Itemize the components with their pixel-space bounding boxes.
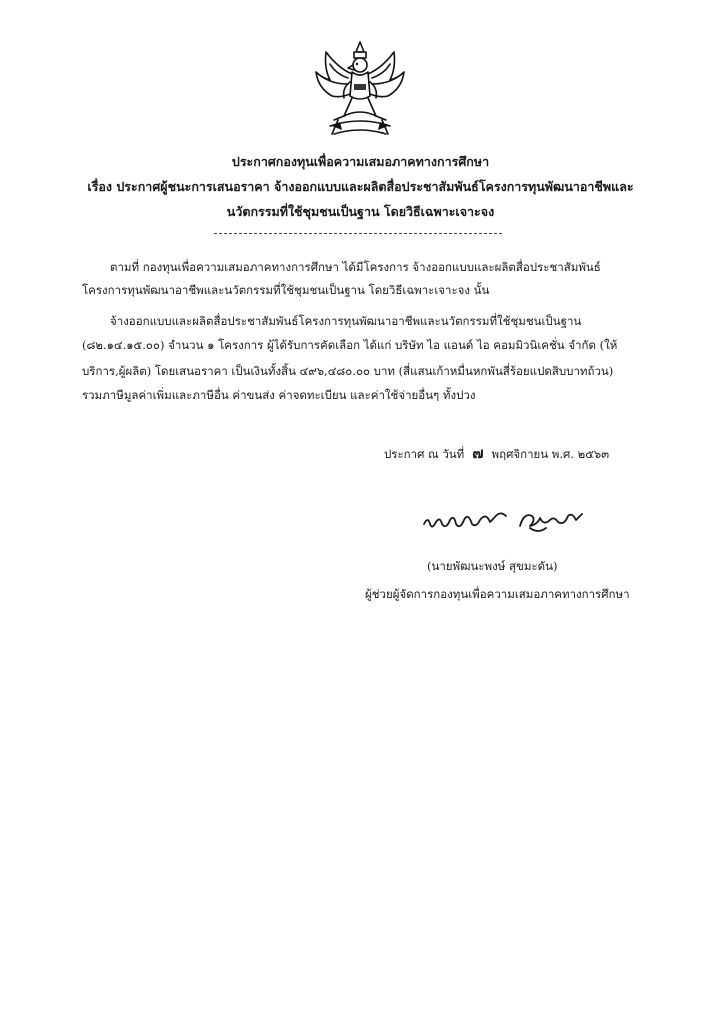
handwritten-signature <box>420 498 590 542</box>
document-subject-line1: เรื่อง ประกาศผู้ชนะการเสนอราคา จ้างออกแบบและผลิตสื่อประชาสัมพันธ์โครงการทุนพัฒนาอาชีพและ <box>87 179 634 194</box>
signer-position: ผู้ช่วยผู้จัดการกองทุนเพื่อความเสมอภาคทางการศึกษา <box>365 587 630 601</box>
divider <box>214 233 502 234</box>
body-paragraph-2-line-4: รวมภาษีมูลค่าเพิ่มและภาษีอื่น ค่าขนส่ง ค่าจดทะเบียน และค่าใช้จ่ายอื่นๆ ทั้งปวง <box>82 388 476 402</box>
signer-name: (นายพัฒนะพงษ์ สุขมะดัน) <box>427 559 558 573</box>
body-paragraph-1-line-2: โครงการทุนพัฒนาอาชีพและนวัตกรรมที่ใช้ชุมชนเป็นฐาน โดยวิธีเฉพาะเจาะจง นั้น <box>82 283 490 297</box>
garuda-emblem-icon <box>308 38 412 142</box>
announcement-prefix: ประกาศ ณ วันที่ <box>384 447 465 461</box>
document-title: ประกาศกองทุนเพื่อความเสมอภาคทางการศึกษา <box>231 154 490 169</box>
announcement-day: ๗ <box>472 444 484 462</box>
body-paragraph-1-line-1: ตามที่ กองทุนเพื่อความเสมอภาคทางการศึกษา ได้มีโครงการ จ้างออกแบบและผลิตสื่อประชาสัมพันธ์ <box>110 260 601 274</box>
document-subject-line2: นวัตกรรมที่ใช้ชุมชนเป็นฐาน โดยวิธีเฉพาะเจาะจง <box>226 204 495 219</box>
announcement-date <box>384 446 609 461</box>
body-paragraph-2-line-1: จ้างออกแบบและผลิตสื่อประชาสัมพันธ์โครงการทุนพัฒนาอาชีพและนวัตกรรมที่ใช้ชุมชนเป็นฐาน <box>110 314 582 328</box>
body-paragraph-2-line-3: บริการ,ผู้ผลิต) โดยเสนอราคา เป็นเงินทั้งสิ้น ๔๙๖,๔๘๐.๐๐ บาท (สี่แสนเก้าหมื่นหกพันสี่ร้อยแปดสิบบาทถ้วน) <box>82 364 614 378</box>
announcement-month-year: พฤศจิกายน พ.ศ. ๒๕๖๓ <box>491 447 610 461</box>
body-paragraph-2-line-2: (๘๒.๑๔.๑๕.๐๐) จำนวน ๑ โครงการ ผู้ได้รับการคัดเลือก ได้แก่ บริษัท ไอ แอนด์ ไอ คอมมิวนิเคชั่น จำกัด (ให้ <box>82 338 618 352</box>
